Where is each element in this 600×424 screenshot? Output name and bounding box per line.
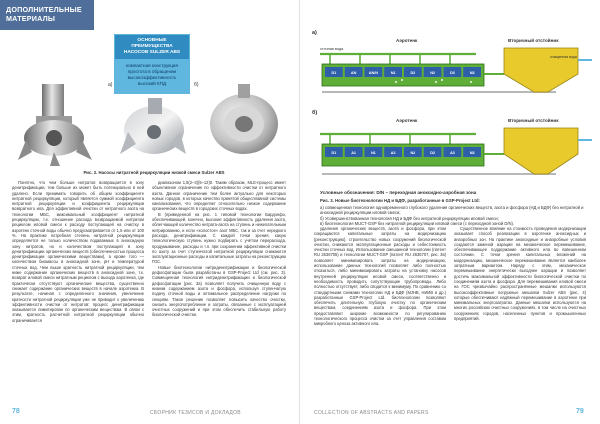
left-column-2 bbox=[152, 180, 286, 400]
fig2-caption: Рис. 2. Насосы нитратной рециркуляции низкой смеси Sulzer ABS bbox=[83, 170, 225, 175]
footer-right-text: COLLECTION OF ABSTRACTS AND PAPERS bbox=[314, 410, 429, 416]
advantages-callout bbox=[114, 34, 190, 94]
diagram-label-a: а) bbox=[312, 30, 317, 36]
page-number-right: 79 bbox=[576, 408, 584, 415]
page-number-left: 78 bbox=[12, 408, 20, 415]
footer-left-text: СБОРНИК ТЕЗИСОВ И ДОКЛАДОВ bbox=[150, 410, 241, 416]
right-column-2 bbox=[454, 226, 586, 404]
tank-section-label: A3 bbox=[449, 151, 455, 155]
callout-body: компактная конструкция простота в обращении высокоэффективность высокий КПД bbox=[126, 63, 178, 86]
paragraph: В (приведенной на рис. 1 типовой технологии Бардэнфо, обеспечивающей, конечно, высокие эффективность удаления азота, облегчающей количество нитрата-азота на ступень и нежелательным нитрированию, и если «холостое» азот МБС, так и за счет нередкого расхода, денитрификации. С каждой точки зрения, какую технологическую ступень нужно подбирать с учётом перерасхода, продумывание, расходы и т.п. при сохранении эффективной очистки по азоту за счет ступенчатой нитратной рециркуляции снижаются эксплуатационные расходы и капитальные затраты на реконструкцию ГОС. bbox=[152, 211, 286, 265]
aerotank-title-a: Аэротенк bbox=[396, 38, 418, 43]
tank-section-label: A1 bbox=[351, 151, 357, 155]
paragraph: Новые биотехнологии нитриденитрификации и биологической дефосфатации были разработаны в GSP-Project Ltd (см. рис. 3). Совмещенная технология нитриденитрификации и биологической дефосфатации (рис. 3а) позволяет получить очищенную воду с низким содержанием азота и фосфора, используя ступенчатую подачу сточной воды и оптимальное распределение нагрузки по секциям. Такое решение позволяет повысить качество очистки, снизить энергопотребление и затраты, связанные с эксплуатацией очистных сооружений и при этом обеспечить стабильную работу биологической очистки. bbox=[152, 264, 286, 318]
paragraph: Существенное влияние на стоимость проведения модернизации оказывает способ реализации в аэротенке аноксидных и анаэробных зон. На практике аноксидные и анаэробные условия создаются заменой аэрации на механическое перемешивание, обеспечивающее поддержание активного ила во взвешенном состоянии. С точки зрения капитальных вложений на модернизацию, механическое перемешивание является наиболее затратным вариантом. Наряду с этим, механическое перемешивание энергетически выгоднее аэрации и позволяет достичь максимальной эффективности биологической очистки по соединениям азота и фосфора. Для перемешивания иловой смеси на ГОС чрезвычайно распространённые мешалки используются высокоэффективные погружные мешалки Sulzer ABS (рис. 4) которые обеспечивают надёжный перемешивание в аэротенке при минимальных энергозатратах. Данные мешалки используются на многих российских очистных сооружениях, в том числе на очистных сооружениях городов, населенных пунктов и промышленных предприятий. bbox=[454, 226, 586, 322]
section-banner: ДОПОЛНИТЕЛЬНЫЕ МАТЕРИАЛЫ bbox=[0, 0, 94, 30]
diagram-label-b: б) bbox=[312, 110, 318, 116]
fig3-caption: Рис. 3. Новые биотехнологии НД и БДФ, разработанные в GSP-Project Ltd: bbox=[320, 198, 480, 203]
tank-section-label: D1 bbox=[331, 71, 337, 75]
influent-label-a: сточная вода bbox=[320, 47, 344, 51]
tank-section-label: N3 bbox=[469, 71, 475, 75]
tank-section-label: N2 bbox=[410, 151, 416, 155]
paragraph: диапазоном 1,5(2–3)(5–12)0. Таким образом, MLE-процесс имеет объективное ограничение по эффективности очистки от нитратного азота. Данное ограничение тем более актуально для некоторых новых городов, в которых качество принятой общесплавной системы канализования, что определяет относительно низкое содержание органических веществ в городских сточных водах. bbox=[152, 180, 286, 212]
tank-section-label: N2 bbox=[430, 71, 436, 75]
photo-label-b: б) bbox=[194, 82, 199, 88]
clarifier-title-b: Вторичный отстойник bbox=[508, 118, 559, 123]
paragraph: Понятно, что чем больше нитратов возвращается в зону денитрификации, тем больше их может быть потенциально в ней удалено. Если принимать говорить об общем коэффициенте нитратной рециркуляции, который является суммой коэффициента нитратной рециркуляции и коэффициента рециркуляции возвратного ила. Для эффективной очистки от нитратного азота на технологии МБС, максимальный коэффициент нитратной рециркуляции, т.е. отношение расхода возвращаемой нитратом рециклом иловой смеси к расходу поступающей на очистку в аэротенк сточной воды обычно предусматривается от 1,5 или от 100 %. На практике потребная степень нитратной рециркуляции определяется не только количеством подаваемых в аноксидную зону нитратов, но и количеством поступающей в зону денитрификации органических веществ (обеспеченностью процесса денитрификации органическими веществами), а кроме того — количеством биомассы в аноксидной зоне, pH и температурой сточных вод. Чем выше кратность нитратной рециркуляции, тем ниже содержание органических веществ в аноксидной зоне, т.к. возврат иловой смеси нитратным рециклом с выхода аэротенка, где практически отсутствуют органические вещества, существенно снижает содержание органических веществ в начале аэротенка. В результате, начиная с определенного значения, увеличение кратности нитратной рециркуляции уже не приводит к увеличению эффективности очистки от нитратов: процесс денитрификации оказывается лимитирован по органическим веществам. В связи с этим, кратность расчетной нитратной рециркуляции обычно ограничивается bbox=[12, 180, 144, 323]
legend-item: в) биотехнология MUCT-GSP без нитратной рециркуляции иловой смеси (с переходной зоной D/N). bbox=[320, 221, 515, 227]
clarifier-title-a: Вторичный отстойник bbox=[508, 38, 559, 43]
fig3-legend bbox=[320, 205, 590, 227]
legend-item: а) совмещенная технология одновременного глубокого удаления органических веществ, азота и фосфора (НД и БДФ) без нитратной и аноксидной рециркуляции иловой смеси; bbox=[320, 205, 584, 216]
aerotank-title-b: Аэротенк bbox=[396, 118, 418, 123]
tank-section-label: D2 bbox=[410, 71, 416, 75]
paragraph: удаления органических веществ, азота и фосфора, при этом сокращаются капитальные затраты на модернизацию (реконструкцию), строительство новых сооружений биологической очистки, снижаются эксплуатационные расходы и себестоимость очистки сточных вод. Использование смешанной технологии (патент RU 2636705) и технологии MUCT-GSP (патент RU 2636707, рис. 3в) позволяет минимизировать затраты на модернизацию, использование данных технологий позволяет либо полностью отказаться, либо минимизировать затраты на установку насосов внутренней рециркуляции иловой смеси, соответственно и необходимость проводить сопутствующие трубопроводы. Либо полностью отсутствует, либо сводится к минимуму. По сравнению со стандартными схемами технологии НД и БДФ (MJHB, НИИВ и др.) разработанные GSP-Project Ltd. биотехнологии позволяют обеспечить длительную глубокую очистку по органическим веществам, соединениям азота и фосфора. При этом предоставляют широкие возможности по регулированию технологического процесса очистки за счет управления составом микробного ценоза активного ила. bbox=[314, 226, 446, 327]
diagram-a bbox=[316, 34, 596, 104]
tank-section-label: AN/N bbox=[368, 71, 379, 75]
tank-section-label: D2 bbox=[430, 151, 436, 155]
left-column-1 bbox=[12, 180, 144, 400]
tank-section-label: D1 bbox=[331, 151, 337, 155]
diagram-note: Условные обозначения: D/N – переходная аноксидно-аэробная зона bbox=[320, 190, 477, 195]
tank-section-label: N1 bbox=[370, 151, 376, 155]
tank-section-label: N1 bbox=[390, 71, 396, 75]
callout-header: ОСНОВНЫЕ ПРЕИМУЩЕСТВА НАСОСОВ SULZER ABS bbox=[115, 35, 189, 59]
pump-photo-b bbox=[118, 92, 188, 162]
tank-section-label: N3 bbox=[469, 151, 475, 155]
diagram-b bbox=[316, 114, 596, 186]
pump-photo-a bbox=[12, 82, 98, 166]
photo-label-a: а) bbox=[108, 82, 113, 88]
legend-item: б) Усовершенствованная технология НД и БДФ без нитратной рециркуляции иловой смеси; bbox=[320, 215, 499, 221]
tank-section-label: AN bbox=[350, 71, 357, 75]
right-page bbox=[300, 0, 600, 424]
right-column-1 bbox=[314, 226, 446, 404]
effluent-label-a: очищенная вода bbox=[550, 55, 577, 59]
tank-section-label: A2 bbox=[390, 151, 396, 155]
tank-section-label: D3 bbox=[449, 71, 455, 75]
pump-photo-c bbox=[200, 82, 282, 162]
